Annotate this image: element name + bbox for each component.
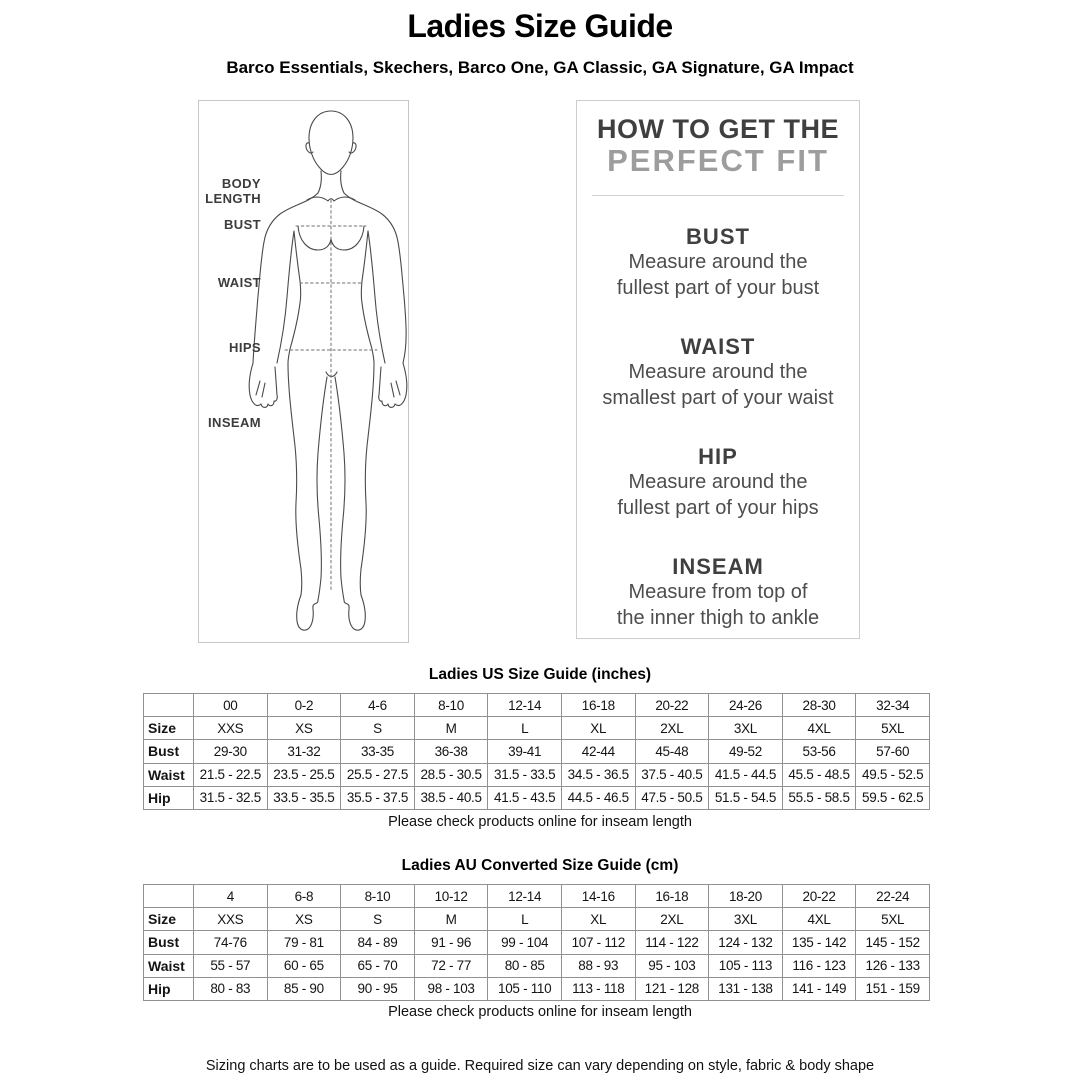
value-cell: 55.5 - 58.5 bbox=[782, 786, 856, 809]
value-cell: 33.5 - 35.5 bbox=[267, 786, 341, 809]
table-row bbox=[144, 763, 930, 786]
value-cell: 31.5 - 33.5 bbox=[488, 763, 562, 786]
value-cell: 23.5 - 25.5 bbox=[267, 763, 341, 786]
column-header-cell: 8-10 bbox=[414, 694, 488, 717]
table-row bbox=[144, 931, 930, 954]
value-cell: 5XL bbox=[856, 908, 930, 931]
value-cell: 121 - 128 bbox=[635, 977, 709, 1000]
row-label-cell: Bust bbox=[144, 740, 194, 763]
value-cell: 95 - 103 bbox=[635, 954, 709, 977]
value-cell: XXS bbox=[194, 908, 268, 931]
row-label-cell: Hip bbox=[144, 977, 194, 1000]
waist-label: WAIST bbox=[217, 275, 261, 290]
column-header-cell: 14-16 bbox=[561, 885, 635, 908]
body-length-label: BODY LENGTH bbox=[205, 176, 261, 206]
column-header-cell: 16-18 bbox=[635, 885, 709, 908]
value-cell: 35.5 - 37.5 bbox=[341, 786, 415, 809]
brand-list-subtitle: Barco Essentials, Skechers, Barco One, GA Classic, GA Signature, GA Impact bbox=[226, 58, 854, 77]
value-cell: 98 - 103 bbox=[414, 977, 488, 1000]
value-cell: 3XL bbox=[709, 908, 783, 931]
value-cell: 151 - 159 bbox=[856, 977, 930, 1000]
value-cell: XXS bbox=[194, 717, 268, 740]
page-title: Ladies Size Guide bbox=[407, 8, 673, 44]
value-cell: 99 - 104 bbox=[488, 931, 562, 954]
table-row bbox=[144, 786, 930, 809]
value-cell: 38.5 - 40.5 bbox=[414, 786, 488, 809]
value-cell: 124 - 132 bbox=[709, 931, 783, 954]
value-cell: 90 - 95 bbox=[341, 977, 415, 1000]
column-header-row bbox=[144, 885, 930, 908]
value-cell: 114 - 122 bbox=[635, 931, 709, 954]
value-cell: S bbox=[341, 908, 415, 931]
value-cell: 53-56 bbox=[782, 740, 856, 763]
column-header-cell: 00 bbox=[194, 694, 268, 717]
value-cell: 49.5 - 52.5 bbox=[856, 763, 930, 786]
column-header-cell: 12-14 bbox=[488, 885, 562, 908]
value-cell: 3XL bbox=[709, 717, 783, 740]
value-cell: 47.5 - 50.5 bbox=[635, 786, 709, 809]
column-header-cell: 18-20 bbox=[709, 885, 783, 908]
measurement-figure-box bbox=[198, 100, 409, 643]
value-cell: S bbox=[341, 717, 415, 740]
value-cell: 55 - 57 bbox=[194, 954, 268, 977]
value-cell: 5XL bbox=[856, 717, 930, 740]
au-table-title: Ladies AU Converted Size Guide (cm) bbox=[401, 857, 679, 874]
value-cell: 141 - 149 bbox=[782, 977, 856, 1000]
value-cell: 25.5 - 27.5 bbox=[341, 763, 415, 786]
fit-section-waist: WAIST Measure around the smallest part of your waist bbox=[602, 334, 834, 409]
value-cell: 51.5 - 54.5 bbox=[709, 786, 783, 809]
value-cell: L bbox=[488, 717, 562, 740]
value-cell: 105 - 113 bbox=[709, 954, 783, 977]
fit-section-hip: HIP Measure around the fullest part of your hips bbox=[617, 444, 819, 519]
value-cell: 113 - 118 bbox=[561, 977, 635, 1000]
value-cell: 59.5 - 62.5 bbox=[856, 786, 930, 809]
row-label-cell: Hip bbox=[144, 786, 194, 809]
value-cell: 116 - 123 bbox=[782, 954, 856, 977]
column-header-cell: 20-22 bbox=[635, 694, 709, 717]
value-cell: 126 - 133 bbox=[856, 954, 930, 977]
column-header-cell: 6-8 bbox=[267, 885, 341, 908]
value-cell: L bbox=[488, 908, 562, 931]
value-cell: 36-38 bbox=[414, 740, 488, 763]
au-size-table bbox=[143, 884, 930, 1001]
value-cell: 80 - 85 bbox=[488, 954, 562, 977]
value-cell: 131 - 138 bbox=[709, 977, 783, 1000]
column-header-row bbox=[144, 694, 930, 717]
value-cell: 33-35 bbox=[341, 740, 415, 763]
table-row bbox=[144, 717, 930, 740]
value-cell: XS bbox=[267, 908, 341, 931]
row-label-cell: Waist bbox=[144, 763, 194, 786]
table-row bbox=[144, 954, 930, 977]
us-size-table bbox=[143, 693, 930, 810]
column-header-cell: 16-18 bbox=[561, 694, 635, 717]
value-cell: 41.5 - 43.5 bbox=[488, 786, 562, 809]
value-cell: 84 - 89 bbox=[341, 931, 415, 954]
column-header-cell: 20-22 bbox=[782, 885, 856, 908]
value-cell: 85 - 90 bbox=[267, 977, 341, 1000]
value-cell: 65 - 70 bbox=[341, 954, 415, 977]
column-header-cell: 0-2 bbox=[267, 694, 341, 717]
value-cell: XL bbox=[561, 717, 635, 740]
value-cell: 37.5 - 40.5 bbox=[635, 763, 709, 786]
value-cell: 4XL bbox=[782, 717, 856, 740]
value-cell: 145 - 152 bbox=[856, 931, 930, 954]
divider bbox=[592, 195, 844, 196]
column-header-cell: 4 bbox=[194, 885, 268, 908]
value-cell: 88 - 93 bbox=[561, 954, 635, 977]
value-cell: M bbox=[414, 908, 488, 931]
row-label-cell: Size bbox=[144, 908, 194, 931]
column-header-cell: 22-24 bbox=[856, 885, 930, 908]
value-cell: 45.5 - 48.5 bbox=[782, 763, 856, 786]
value-cell: 107 - 112 bbox=[561, 931, 635, 954]
column-header-cell: 12-14 bbox=[488, 694, 562, 717]
fit-heading-line2: PERFECT FIT bbox=[607, 143, 829, 178]
value-cell: 2XL bbox=[635, 908, 709, 931]
value-cell: 2XL bbox=[635, 717, 709, 740]
fit-heading-line1: HOW TO GET THE bbox=[597, 114, 839, 144]
us-inseam-note: Please check products online for inseam length bbox=[388, 814, 692, 830]
value-cell: 80 - 83 bbox=[194, 977, 268, 1000]
value-cell: 21.5 - 22.5 bbox=[194, 763, 268, 786]
value-cell: 44.5 - 46.5 bbox=[561, 786, 635, 809]
row-label-cell: Waist bbox=[144, 954, 194, 977]
column-header-cell: 8-10 bbox=[341, 885, 415, 908]
row-label-cell: Size bbox=[144, 717, 194, 740]
value-cell: XS bbox=[267, 717, 341, 740]
value-cell: 74-76 bbox=[194, 931, 268, 954]
us-table-title: Ladies US Size Guide (inches) bbox=[428, 666, 652, 683]
value-cell: 28.5 - 30.5 bbox=[414, 763, 488, 786]
column-header-cell: 10-12 bbox=[414, 885, 488, 908]
value-cell: 31.5 - 32.5 bbox=[194, 786, 268, 809]
value-cell: 4XL bbox=[782, 908, 856, 931]
value-cell: XL bbox=[561, 908, 635, 931]
value-cell: 105 - 110 bbox=[488, 977, 562, 1000]
value-cell: 41.5 - 44.5 bbox=[709, 763, 783, 786]
row-label-cell: Bust bbox=[144, 931, 194, 954]
table-row bbox=[144, 740, 930, 763]
fit-section-inseam: INSEAM Measure from top of the inner thigh to ankle bbox=[616, 554, 820, 629]
value-cell: 39-41 bbox=[488, 740, 562, 763]
table-row bbox=[144, 908, 930, 931]
column-header-cell: 24-26 bbox=[709, 694, 783, 717]
table-corner-cell bbox=[144, 694, 194, 717]
bust-label: BUST bbox=[224, 217, 261, 232]
hips-label: HIPS bbox=[229, 340, 261, 355]
column-header-cell: 28-30 bbox=[782, 694, 856, 717]
au-inseam-note: Please check products online for inseam length bbox=[388, 1004, 692, 1020]
value-cell: 29-30 bbox=[194, 740, 268, 763]
value-cell: 49-52 bbox=[709, 740, 783, 763]
value-cell: 34.5 - 36.5 bbox=[561, 763, 635, 786]
inseam-label: INSEAM bbox=[208, 415, 261, 430]
value-cell: 60 - 65 bbox=[267, 954, 341, 977]
table-row bbox=[144, 977, 930, 1000]
value-cell: M bbox=[414, 717, 488, 740]
value-cell: 31-32 bbox=[267, 740, 341, 763]
column-header-cell: 32-34 bbox=[856, 694, 930, 717]
column-header-cell: 4-6 bbox=[341, 694, 415, 717]
perfect-fit-panel bbox=[576, 100, 860, 639]
value-cell: 91 - 96 bbox=[414, 931, 488, 954]
value-cell: 42-44 bbox=[561, 740, 635, 763]
value-cell: 45-48 bbox=[635, 740, 709, 763]
value-cell: 79 - 81 bbox=[267, 931, 341, 954]
disclaimer-footer: Sizing charts are to be used as a guide. Required size can vary depending on style, fabric & body shape bbox=[205, 1058, 875, 1074]
fit-section-bust: BUST Measure around the fullest part of your bust bbox=[616, 224, 820, 299]
value-cell: 135 - 142 bbox=[782, 931, 856, 954]
table-corner-cell bbox=[144, 885, 194, 908]
value-cell: 72 - 77 bbox=[414, 954, 488, 977]
value-cell: 57-60 bbox=[856, 740, 930, 763]
